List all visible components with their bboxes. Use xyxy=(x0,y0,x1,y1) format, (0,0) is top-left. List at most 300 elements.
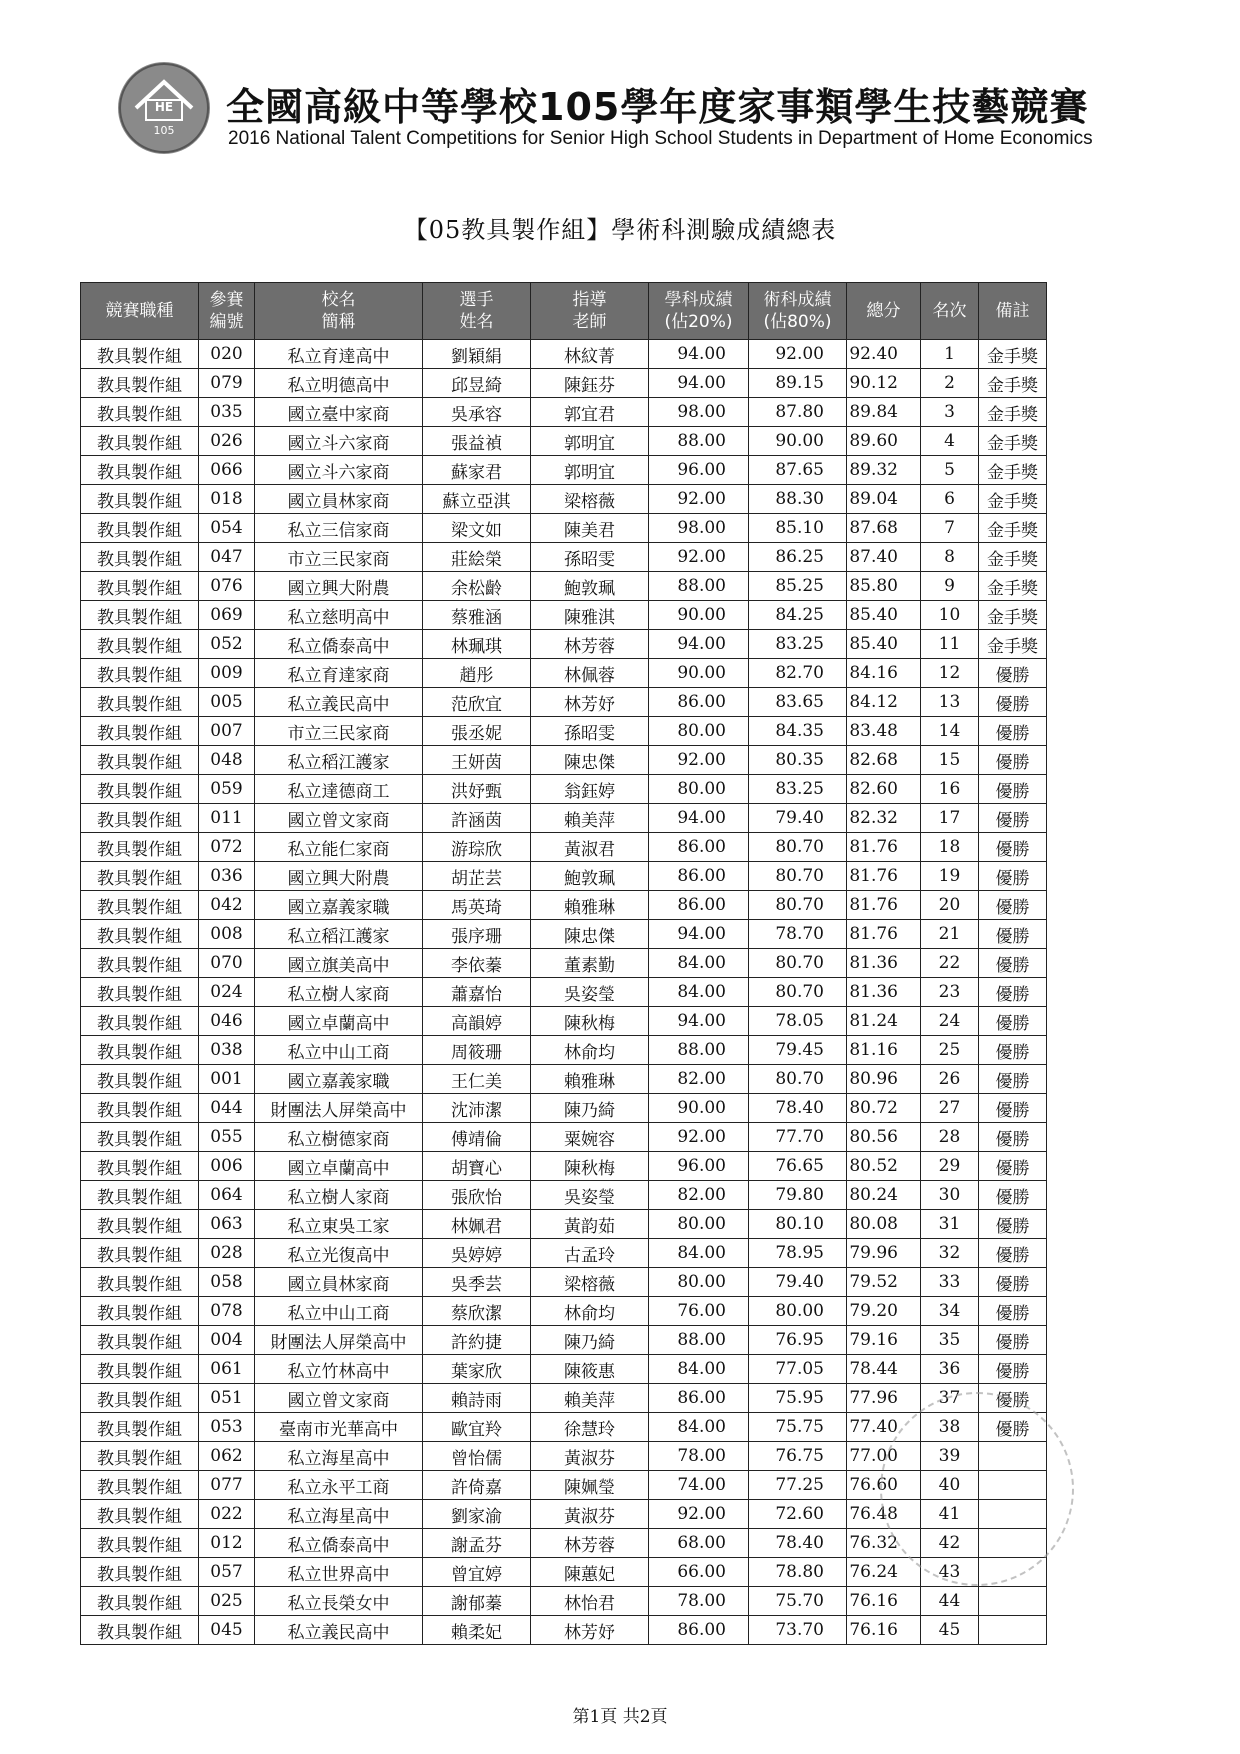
table-row xyxy=(81,1094,1047,1123)
col-contestant-cell: 邱昱綺 xyxy=(423,369,531,398)
col-entry-number-cell: 035 xyxy=(199,398,255,427)
col-category-cell: 教具製作組 xyxy=(81,717,199,746)
col-category-cell: 教具製作組 xyxy=(81,456,199,485)
table-row xyxy=(81,1587,1047,1616)
col-entry-number-cell: 004 xyxy=(199,1326,255,1355)
col-contestant-cell: 謝郁蓁 xyxy=(423,1587,531,1616)
col-contestant-cell: 曾怡儒 xyxy=(423,1442,531,1471)
col-total-cell: 85.80 xyxy=(847,572,921,601)
col-remark-cell: 優勝 xyxy=(979,1210,1047,1239)
col-contestant-cell: 賴柔妃 xyxy=(423,1616,531,1645)
col-written-score-cell: 76.00 xyxy=(649,1297,749,1326)
col-entry-number-cell: 026 xyxy=(199,427,255,456)
col-rank-cell: 32 xyxy=(921,1239,979,1268)
col-entry-number-cell: 077 xyxy=(199,1471,255,1500)
col-contestant-cell: 吳季芸 xyxy=(423,1268,531,1297)
col-contestant-cell: 余松齡 xyxy=(423,572,531,601)
col-teacher-cell: 黃韵茹 xyxy=(531,1210,649,1239)
col-written-score-cell: 90.00 xyxy=(649,1094,749,1123)
col-entry-number-cell: 057 xyxy=(199,1558,255,1587)
col-remark-cell: 優勝 xyxy=(979,659,1047,688)
col-category-cell: 教具製作組 xyxy=(81,862,199,891)
col-remark-cell: 優勝 xyxy=(979,920,1047,949)
col-teacher-cell: 陳姵瑩 xyxy=(531,1471,649,1500)
col-school-cell: 財團法人屏榮高中 xyxy=(255,1094,423,1123)
col-category-cell: 教具製作組 xyxy=(81,1181,199,1210)
col-total-cell: 85.40 xyxy=(847,630,921,659)
col-category-cell: 教具製作組 xyxy=(81,601,199,630)
col-remark-cell: 優勝 xyxy=(979,1413,1047,1442)
col-rank-cell: 30 xyxy=(921,1181,979,1210)
col-practical-score-cell: 77.25 xyxy=(749,1471,847,1500)
col-rank-cell: 22 xyxy=(921,949,979,978)
col-rank-cell: 6 xyxy=(921,485,979,514)
col-entry-number-cell: 008 xyxy=(199,920,255,949)
col-school-cell: 私立明德高中 xyxy=(255,369,423,398)
col-total-cell: 81.76 xyxy=(847,891,921,920)
col-remark-cell xyxy=(979,1616,1047,1645)
col-contestant-cell: 周筱珊 xyxy=(423,1036,531,1065)
col-remark-cell: 優勝 xyxy=(979,1036,1047,1065)
table-row xyxy=(81,920,1047,949)
col-contestant-cell: 許涵茵 xyxy=(423,804,531,833)
col-category-cell: 教具製作組 xyxy=(81,1297,199,1326)
col-teacher-cell: 孫昭雯 xyxy=(531,543,649,572)
col-rank-cell: 36 xyxy=(921,1355,979,1384)
col-contestant-cell: 謝孟芬 xyxy=(423,1529,531,1558)
col-total-cell: 77.00 xyxy=(847,1442,921,1471)
col-rank-cell: 15 xyxy=(921,746,979,775)
col-total-cell: 84.16 xyxy=(847,659,921,688)
table-row xyxy=(81,1326,1047,1355)
col-school-cell: 私立樹人家商 xyxy=(255,978,423,1007)
col-remark-cell: 優勝 xyxy=(979,1065,1047,1094)
col-remark-cell: 優勝 xyxy=(979,1094,1047,1123)
col-practical-score-cell: 77.05 xyxy=(749,1355,847,1384)
col-teacher-cell: 董素勤 xyxy=(531,949,649,978)
col-written-score-cell: 80.00 xyxy=(649,775,749,804)
col-remark-cell: 優勝 xyxy=(979,1355,1047,1384)
col-total-cell: 89.60 xyxy=(847,427,921,456)
col-contestant-cell: 曾宜婷 xyxy=(423,1558,531,1587)
col-teacher-cell: 黃淑君 xyxy=(531,833,649,862)
col-school-cell: 私立義民高中 xyxy=(255,1616,423,1645)
table-row xyxy=(81,1123,1047,1152)
col-teacher-cell: 黃淑芬 xyxy=(531,1500,649,1529)
col-practical-score-cell: 80.10 xyxy=(749,1210,847,1239)
col-remark-cell: 金手獎 xyxy=(979,456,1047,485)
col-total-cell: 79.20 xyxy=(847,1297,921,1326)
col-teacher-cell: 林紋菁 xyxy=(531,340,649,369)
col-rank-cell: 19 xyxy=(921,862,979,891)
col-contestant-cell: 蔡雅涵 xyxy=(423,601,531,630)
col-category-cell: 教具製作組 xyxy=(81,1239,199,1268)
col-category-cell: 教具製作組 xyxy=(81,1094,199,1123)
col-rank-cell: 17 xyxy=(921,804,979,833)
col-remark-cell: 金手獎 xyxy=(979,514,1047,543)
col-entry-number-cell: 070 xyxy=(199,949,255,978)
col-total-cell: 77.96 xyxy=(847,1384,921,1413)
table-row xyxy=(81,891,1047,920)
col-category-cell: 教具製作組 xyxy=(81,514,199,543)
col-remark-cell: 優勝 xyxy=(979,1384,1047,1413)
col-category-cell: 教具製作組 xyxy=(81,833,199,862)
col-written-score-cell: 96.00 xyxy=(649,1152,749,1181)
col-remark-cell: 金手獎 xyxy=(979,485,1047,514)
col-remark-cell: 優勝 xyxy=(979,717,1047,746)
col-practical-score-cell: 75.70 xyxy=(749,1587,847,1616)
col-written-score-cell: 80.00 xyxy=(649,1268,749,1297)
col-remark-cell: 優勝 xyxy=(979,804,1047,833)
col-remark-cell: 金手獎 xyxy=(979,630,1047,659)
col-total-cell: 89.84 xyxy=(847,398,921,427)
col-rank-cell: 28 xyxy=(921,1123,979,1152)
col-school-cell: 私立稻江護家 xyxy=(255,920,423,949)
col-total-cell: 87.40 xyxy=(847,543,921,572)
col-entry-number-cell: 064 xyxy=(199,1181,255,1210)
col-school-cell: 市立三民家商 xyxy=(255,543,423,572)
col-practical-score-cell: 78.40 xyxy=(749,1094,847,1123)
table-row xyxy=(81,659,1047,688)
col-practical-score-cell: 80.70 xyxy=(749,862,847,891)
col-total-cell: 81.24 xyxy=(847,1007,921,1036)
col-rank-cell: 10 xyxy=(921,601,979,630)
col-contestant-cell: 胡寶心 xyxy=(423,1152,531,1181)
col-written-score-cell: 82.00 xyxy=(649,1181,749,1210)
col-contestant-cell: 蘇家君 xyxy=(423,456,531,485)
col-entry-number-cell: 020 xyxy=(199,340,255,369)
col-teacher-cell: 郭宜君 xyxy=(531,398,649,427)
col-teacher-cell: 鮑敦珮 xyxy=(531,862,649,891)
col-category-cell: 教具製作組 xyxy=(81,427,199,456)
col-category-header xyxy=(81,283,199,340)
col-school-cell: 私立長榮女中 xyxy=(255,1587,423,1616)
col-total-cell: 81.36 xyxy=(847,949,921,978)
col-practical-score-cell: 90.00 xyxy=(749,427,847,456)
col-school-cell: 市立三民家商 xyxy=(255,717,423,746)
col-contestant-cell: 林姵君 xyxy=(423,1210,531,1239)
col-rank-cell: 35 xyxy=(921,1326,979,1355)
col-teacher-cell: 陳秋梅 xyxy=(531,1152,649,1181)
col-written-score-cell: 92.00 xyxy=(649,746,749,775)
table-row xyxy=(81,398,1047,427)
col-contestant-cell: 賴詩雨 xyxy=(423,1384,531,1413)
col-rank-cell: 4 xyxy=(921,427,979,456)
col-written-score-cell: 86.00 xyxy=(649,1384,749,1413)
col-contestant-cell: 葉家欣 xyxy=(423,1355,531,1384)
col-contestant-cell: 李依蓁 xyxy=(423,949,531,978)
col-written-score-cell: 94.00 xyxy=(649,630,749,659)
col-teacher-cell: 徐慧玲 xyxy=(531,1413,649,1442)
col-school-cell: 私立能仁家商 xyxy=(255,833,423,862)
col-rank-cell: 37 xyxy=(921,1384,979,1413)
title-chinese: 全國高級中等學校105學年度家事類學生技藝競賽 xyxy=(226,85,1089,129)
col-total-cell: 82.68 xyxy=(847,746,921,775)
col-category-cell: 教具製作組 xyxy=(81,1529,199,1558)
col-contestant-cell: 許倚嘉 xyxy=(423,1471,531,1500)
col-rank-header xyxy=(921,283,979,340)
col-contestant-cell: 高韻婷 xyxy=(423,1007,531,1036)
col-contestant-cell: 趙彤 xyxy=(423,659,531,688)
col-practical-score-cell: 77.70 xyxy=(749,1123,847,1152)
col-category-cell: 教具製作組 xyxy=(81,891,199,920)
table-header-row xyxy=(81,283,1047,340)
col-teacher-cell: 林芳蓉 xyxy=(531,630,649,659)
col-teacher-cell: 林芳妤 xyxy=(531,1616,649,1645)
col-category-cell: 教具製作組 xyxy=(81,1442,199,1471)
col-practical-score-cell: 79.40 xyxy=(749,804,847,833)
col-rank-cell: 1 xyxy=(921,340,979,369)
col-category-cell: 教具製作組 xyxy=(81,1413,199,1442)
col-rank-cell: 2 xyxy=(921,369,979,398)
col-contestant-cell: 馬英琦 xyxy=(423,891,531,920)
col-remark-cell: 優勝 xyxy=(979,1326,1047,1355)
col-total-cell: 80.96 xyxy=(847,1065,921,1094)
col-total-cell: 87.68 xyxy=(847,514,921,543)
col-school-cell: 私立僑泰高中 xyxy=(255,1529,423,1558)
col-teacher-cell: 吳姿瑩 xyxy=(531,978,649,1007)
col-school-cell: 國立曾文家商 xyxy=(255,1384,423,1413)
col-remark-cell: 金手獎 xyxy=(979,427,1047,456)
col-written-score-cell: 80.00 xyxy=(649,717,749,746)
col-teacher-header-line: 指導 xyxy=(572,290,607,310)
col-written-score-cell: 92.00 xyxy=(649,543,749,572)
col-school-header xyxy=(255,283,423,340)
col-teacher-header xyxy=(531,283,649,340)
col-written-score-header xyxy=(649,283,749,340)
col-school-cell: 私立樹人家商 xyxy=(255,1181,423,1210)
col-rank-cell: 14 xyxy=(921,717,979,746)
col-total-cell: 85.40 xyxy=(847,601,921,630)
col-school-cell: 國立卓蘭高中 xyxy=(255,1152,423,1181)
col-practical-score-cell: 80.00 xyxy=(749,1297,847,1326)
competition-logo xyxy=(118,62,210,154)
col-teacher-cell: 梁榕薇 xyxy=(531,1268,649,1297)
col-school-cell: 國立斗六家商 xyxy=(255,427,423,456)
col-entry-number-cell: 025 xyxy=(199,1587,255,1616)
col-school-cell: 臺南市光華高中 xyxy=(255,1413,423,1442)
col-teacher-cell: 賴雅琳 xyxy=(531,1065,649,1094)
col-practical-score-header-line: 術科成績 xyxy=(763,290,832,310)
table-row xyxy=(81,1007,1047,1036)
col-contestant-cell: 游琮欣 xyxy=(423,833,531,862)
col-school-cell: 私立世界高中 xyxy=(255,1558,423,1587)
col-contestant-cell: 張益禎 xyxy=(423,427,531,456)
col-teacher-cell: 賴美萍 xyxy=(531,804,649,833)
col-school-cell: 私立僑泰高中 xyxy=(255,630,423,659)
col-total-cell: 80.08 xyxy=(847,1210,921,1239)
col-total-cell: 76.48 xyxy=(847,1500,921,1529)
col-practical-score-cell: 76.65 xyxy=(749,1152,847,1181)
col-remark-cell: 優勝 xyxy=(979,688,1047,717)
col-category-cell: 教具製作組 xyxy=(81,1558,199,1587)
col-practical-score-header xyxy=(749,283,847,340)
col-entry-number-cell: 053 xyxy=(199,1413,255,1442)
col-total-cell: 80.24 xyxy=(847,1181,921,1210)
col-entry-number-header-line: 編號 xyxy=(209,312,244,332)
col-practical-score-cell: 75.75 xyxy=(749,1413,847,1442)
col-rank-cell: 44 xyxy=(921,1587,979,1616)
col-total-cell: 79.52 xyxy=(847,1268,921,1297)
col-category-cell: 教具製作組 xyxy=(81,543,199,572)
col-teacher-header-line: 老師 xyxy=(572,312,607,332)
col-school-cell: 國立興大附農 xyxy=(255,862,423,891)
table-row xyxy=(81,485,1047,514)
col-rank-cell: 5 xyxy=(921,456,979,485)
col-rank-cell: 26 xyxy=(921,1065,979,1094)
col-school-header-line: 簡稱 xyxy=(321,312,356,332)
col-school-cell: 私立中山工商 xyxy=(255,1036,423,1065)
col-entry-number-cell: 048 xyxy=(199,746,255,775)
col-written-score-cell: 88.00 xyxy=(649,1326,749,1355)
col-rank-cell: 27 xyxy=(921,1094,979,1123)
col-total-cell: 81.16 xyxy=(847,1036,921,1065)
col-category-cell: 教具製作組 xyxy=(81,1587,199,1616)
col-practical-score-cell: 78.80 xyxy=(749,1558,847,1587)
col-entry-number-cell: 069 xyxy=(199,601,255,630)
table-row xyxy=(81,514,1047,543)
col-school-cell: 國立員林家商 xyxy=(255,485,423,514)
col-written-score-cell: 86.00 xyxy=(649,891,749,920)
logo-year-text: 105 xyxy=(153,124,175,137)
col-remark-cell: 優勝 xyxy=(979,1181,1047,1210)
col-category-cell: 教具製作組 xyxy=(81,1210,199,1239)
col-total-cell: 81.76 xyxy=(847,833,921,862)
col-rank-cell: 33 xyxy=(921,1268,979,1297)
col-practical-score-cell: 85.10 xyxy=(749,514,847,543)
col-rank-cell: 7 xyxy=(921,514,979,543)
col-teacher-cell: 陳秋梅 xyxy=(531,1007,649,1036)
col-school-cell: 私立海星高中 xyxy=(255,1442,423,1471)
col-entry-number-cell: 007 xyxy=(199,717,255,746)
col-teacher-cell: 郭明宜 xyxy=(531,456,649,485)
col-written-score-cell: 98.00 xyxy=(649,514,749,543)
col-school-cell: 國立卓蘭高中 xyxy=(255,1007,423,1036)
col-total-header xyxy=(847,283,921,340)
col-total-cell: 80.52 xyxy=(847,1152,921,1181)
col-school-cell: 國立臺中家商 xyxy=(255,398,423,427)
col-school-cell: 私立永平工商 xyxy=(255,1471,423,1500)
col-category-cell: 教具製作組 xyxy=(81,1355,199,1384)
col-total-cell: 89.04 xyxy=(847,485,921,514)
col-practical-score-cell: 79.80 xyxy=(749,1181,847,1210)
col-rank-header-line: 名次 xyxy=(932,301,967,321)
table-row xyxy=(81,1181,1047,1210)
col-contestant-cell: 蘇立亞淇 xyxy=(423,485,531,514)
col-contestant-cell: 梁文如 xyxy=(423,514,531,543)
table-row xyxy=(81,601,1047,630)
col-total-cell: 77.40 xyxy=(847,1413,921,1442)
col-total-cell: 80.56 xyxy=(847,1123,921,1152)
col-contestant-cell: 歐宜羚 xyxy=(423,1413,531,1442)
col-practical-score-cell: 87.65 xyxy=(749,456,847,485)
col-total-cell: 78.44 xyxy=(847,1355,921,1384)
col-entry-number-cell: 009 xyxy=(199,659,255,688)
col-total-cell: 92.40 xyxy=(847,340,921,369)
col-written-score-cell: 88.00 xyxy=(649,572,749,601)
col-total-cell: 76.16 xyxy=(847,1587,921,1616)
col-teacher-cell: 陳雅淇 xyxy=(531,601,649,630)
col-school-cell: 私立稻江護家 xyxy=(255,746,423,775)
col-entry-number-cell: 052 xyxy=(199,630,255,659)
table-row xyxy=(81,1239,1047,1268)
col-entry-number-cell: 042 xyxy=(199,891,255,920)
col-contestant-cell: 傅靖倫 xyxy=(423,1123,531,1152)
col-practical-score-cell: 92.00 xyxy=(749,340,847,369)
col-total-cell: 79.16 xyxy=(847,1326,921,1355)
col-entry-number-cell: 022 xyxy=(199,1500,255,1529)
col-written-score-cell: 84.00 xyxy=(649,978,749,1007)
table-row xyxy=(81,717,1047,746)
col-category-cell: 教具製作組 xyxy=(81,572,199,601)
official-seal-stamp xyxy=(880,1392,1074,1586)
col-written-score-cell: 96.00 xyxy=(649,456,749,485)
table-row xyxy=(81,1297,1047,1326)
col-entry-number-cell: 047 xyxy=(199,543,255,572)
col-contestant-cell: 蕭嘉怡 xyxy=(423,978,531,1007)
col-rank-cell: 45 xyxy=(921,1616,979,1645)
col-school-cell: 私立育達家商 xyxy=(255,659,423,688)
col-contestant-cell: 許約捷 xyxy=(423,1326,531,1355)
table-row xyxy=(81,427,1047,456)
col-written-score-cell: 94.00 xyxy=(649,340,749,369)
page-footer: 第1頁 共2頁 xyxy=(572,1707,668,1727)
table-row xyxy=(81,978,1047,1007)
col-school-cell: 國立嘉義家職 xyxy=(255,891,423,920)
col-school-cell: 國立員林家商 xyxy=(255,1268,423,1297)
col-rank-cell: 41 xyxy=(921,1500,979,1529)
col-entry-number-cell: 078 xyxy=(199,1297,255,1326)
col-practical-score-cell: 76.95 xyxy=(749,1326,847,1355)
col-rank-cell: 24 xyxy=(921,1007,979,1036)
col-school-cell: 私立達德商工 xyxy=(255,775,423,804)
col-entry-number-cell: 012 xyxy=(199,1529,255,1558)
col-contestant-cell: 林珮琪 xyxy=(423,630,531,659)
col-entry-number-cell: 055 xyxy=(199,1123,255,1152)
col-category-cell: 教具製作組 xyxy=(81,920,199,949)
col-total-cell: 82.60 xyxy=(847,775,921,804)
col-practical-score-cell: 78.70 xyxy=(749,920,847,949)
col-category-cell: 教具製作組 xyxy=(81,485,199,514)
col-contestant-cell: 洪妤甄 xyxy=(423,775,531,804)
table-row xyxy=(81,1616,1047,1645)
col-teacher-cell: 粟婉容 xyxy=(531,1123,649,1152)
col-teacher-cell: 陳忠傑 xyxy=(531,746,649,775)
col-category-cell: 教具製作組 xyxy=(81,949,199,978)
col-entry-number-cell: 079 xyxy=(199,369,255,398)
col-category-cell: 教具製作組 xyxy=(81,978,199,1007)
col-teacher-cell: 陳蕙妃 xyxy=(531,1558,649,1587)
col-written-score-cell: 66.00 xyxy=(649,1558,749,1587)
col-entry-number-cell: 054 xyxy=(199,514,255,543)
col-rank-cell: 13 xyxy=(921,688,979,717)
col-practical-score-cell: 79.45 xyxy=(749,1036,847,1065)
table-row xyxy=(81,369,1047,398)
col-practical-score-cell: 80.70 xyxy=(749,1065,847,1094)
table-row xyxy=(81,1558,1047,1587)
table-row xyxy=(81,340,1047,369)
col-total-cell: 84.12 xyxy=(847,688,921,717)
col-teacher-cell: 陳鈺芬 xyxy=(531,369,649,398)
col-remark-cell: 金手獎 xyxy=(979,340,1047,369)
table-row xyxy=(81,543,1047,572)
col-teacher-cell: 林佩蓉 xyxy=(531,659,649,688)
col-written-score-cell: 86.00 xyxy=(649,833,749,862)
table-row xyxy=(81,1384,1047,1413)
col-teacher-cell: 梁榕薇 xyxy=(531,485,649,514)
col-rank-cell: 38 xyxy=(921,1413,979,1442)
col-practical-score-cell: 78.95 xyxy=(749,1239,847,1268)
